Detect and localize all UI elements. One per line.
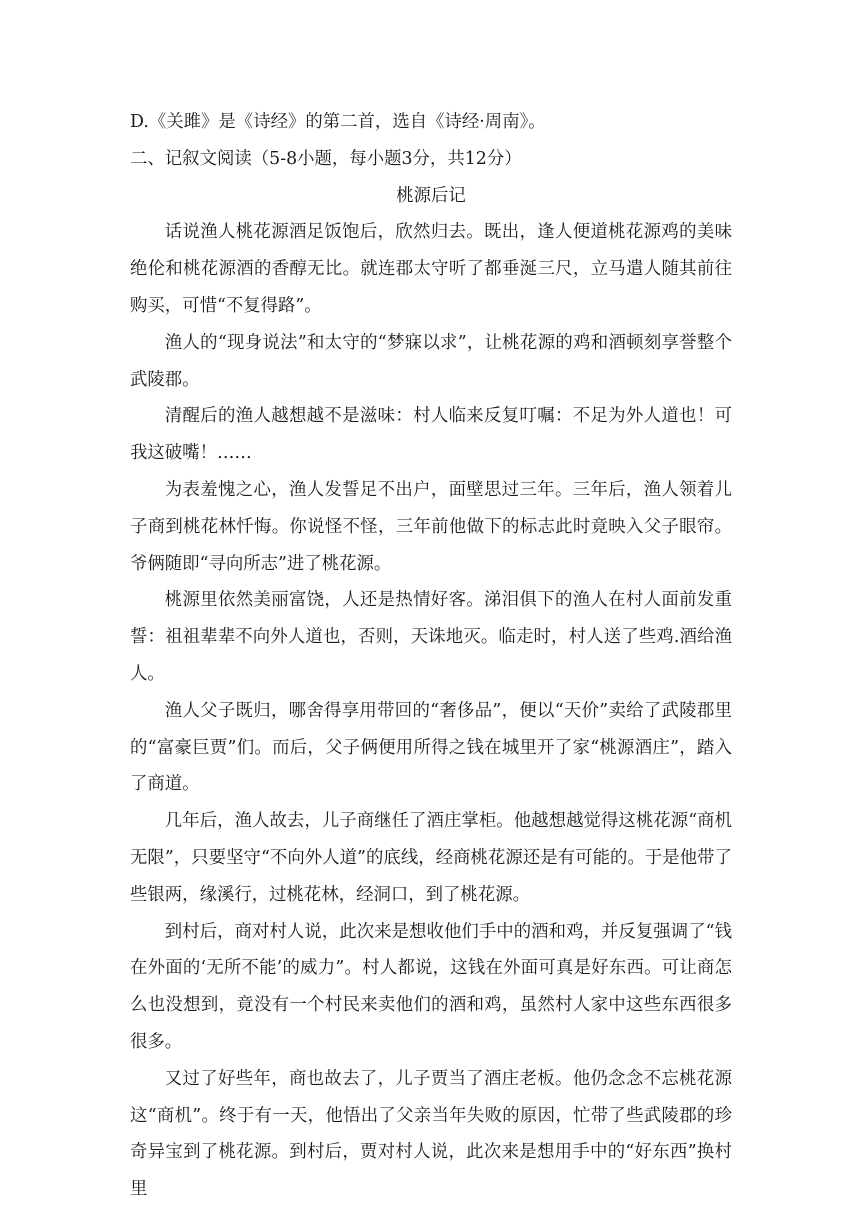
paragraph-4: 为表羞愧之心，渔人发誓足不出户，面壁思过三年。三年后，渔人领着儿子商到桃花林忏悔。你说怪不怪，三年前他做下的标志此时竟映入父子眼帘。爷俩随即“寻向所志”进了桃花源。 — [130, 479, 732, 574]
paragraph-8: 到村后，商对村人说，此次来是想收他们手中的酒和鸡，并反复强调了“钱在外面的‘无所不能’的威力”。村人都说，这钱在外面可真是好东西。可让商怎么也没想到，竟没有一个村民来卖他们的酒和鸡，虽然村人家中这些东西很多很多。 — [130, 921, 732, 1052]
paragraph-7: 几年后，渔人故去，儿子商继任了酒庄掌柜。他越想越觉得这桃花源“商机无限”，只要坚守“不向外人道”的底线，经商桃花源还是有可能的。于是他带了些银两，缘溪行，过桃花林，经洞口，到了桃花源。 — [130, 811, 732, 905]
paragraph-9: 又过了好些年，商也故去了，儿子贾当了酒庄老板。他仍念念不忘桃花源这“商机”。终于有一天，他悟出了父亲当年失败的原因，忙带了些武陵郡的珍奇异宝到了桃花源。到村后，贾对村人说，此次来是想用手中的“好东西”换村里 — [130, 1068, 732, 1200]
option-d: D.《关雎》是《诗经》的第二首，选自《诗经·周南》。 — [130, 112, 546, 132]
paragraph-5: 桃源里依然美丽富饶，人还是热情好客。涕泪俱下的渔人在村人面前发重誓：祖祖辈辈不向外人道也，否则，天诛地灭。临走时，村人送了些鸡.酒给渔人。 — [130, 590, 732, 684]
paragraph-3: 清醒后的渔人越想越不是滋味：村人临来反复叮嘱：不足为外人道也！可我这破嘴！…… — [130, 406, 732, 464]
paragraph-6: 渔人父子既归，哪舍得享用带回的“奢侈品”，便以“天价”卖给了武陵郡里的“富豪巨贾”们。而后，父子俩便用所得之钱在城里开了家“桃源酒庄”，踏入了商道。 — [130, 700, 732, 795]
paragraph-1: 话说渔人桃花源酒足饭饱后，欣然归去。既出，逢人便道桃花源鸡的美味绝伦和桃花源酒的香醇无比。就连郡太守听了都垂涎三尺，立马遣人随其前往购买，可惜“不复得路”。 — [130, 222, 732, 316]
paragraph-2: 渔人的“现身说法”和太守的“梦寐以求”，让桃花源的鸡和酒顿刻享誉整个武陵郡。 — [130, 332, 732, 390]
story-title: 桃源后记 — [396, 185, 466, 206]
section-heading: 二、记叙文阅读（5-8小题，每小题3分，共12分） — [130, 148, 522, 169]
document-page — [130, 104, 732, 1208]
